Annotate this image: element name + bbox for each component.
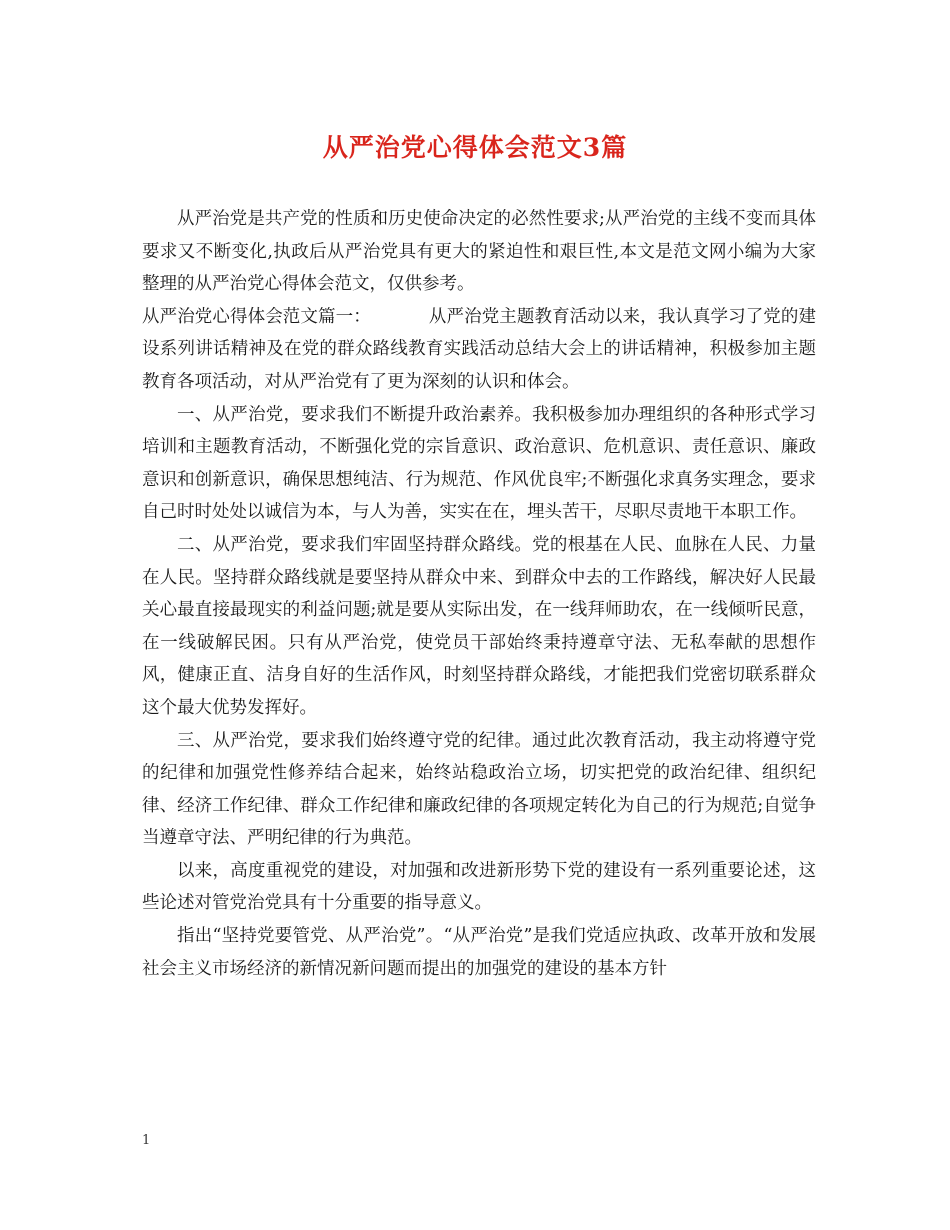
section-one-heading: 从严治党心得体会范文篇一： [142, 306, 371, 327]
document-body [142, 203, 816, 985]
paragraph-strict-governance: 指出“坚持党要管党、从严治党”。“从严治党”是我们党适应执政、改革开放和发展社会主义市场经济的新情况新问题而提出的加强党的建设的基本方针 [142, 926, 816, 979]
paragraph-party-building: 以来，高度重视党的建设，对加强和改进新形势下党的建设有一系列重要论述，这些论述对管党治党具有十分重要的指导意义。 [142, 860, 816, 914]
page-number: 1 [142, 1133, 151, 1148]
intro-paragraph: 从严治党是共产党的性质和历史使命决定的必然性要求;从严治党的主线不变而具体要求又不断变化,执政后从严治党具有更大的紧迫性和艰巨性,本文是范文网小编为大家整理的从严治党心得体会范文，仅供参考。 [142, 209, 816, 295]
section-one-paragraph [142, 301, 816, 399]
document-title: 从严治党心得体会范文3篇 [322, 133, 628, 162]
paragraph-mass-line: 二、从严治党，要求我们牢固坚持群众路线。党的根基在人民、血脉在人民、力量在人民。坚持群众路线就是要坚持从群众中来、到群众中去的工作路线，解决好人民最关心最直接最现实的利益问题;就是要从实际出发，在一线拜师助农，在一线倾听民意，在一线破解民困。只有从严治党，使党员干部始终秉持遵章守法、无私奉献的思想作风，健康正直、洁身自好的生活作风，时刻坚持群众路线，才能把我们党密切联系群众这个最大优势发挥好。 [142, 534, 816, 718]
paragraph-political-literacy: 一、从严治党，要求我们不断提升政治素养。我积极参加办理组织的各种形式学习培训和主题教育活动，不断强化党的宗旨意识、政治意识、危机意识、责任意识、廉政意识和创新意识，确保思想纯洁、行为规范、作风优良牢;不断强化求真务实理念，要求自己时时处处以诚信为本，与人为善，实实在在，埋头苦干，尽职尽责地干本职工作。 [142, 404, 816, 523]
paragraph-party-discipline: 三、从严治党，要求我们始终遵守党的纪律。通过此次教育活动，我主动将遵守党的纪律和加强党性修养结合起来，始终站稳政治立场，切实把党的政治纪律、组织纪律、经济工作纪律、群众工作纪律和廉政纪律的各项规定转化为自己的行为规范;自觉争当遵章守法、严明纪律的行为典范。 [142, 730, 816, 849]
section-one-first-text: 从严治党主题教育活动以来，我认真学习了党的建设系列讲话精神及在党的群众路线教育实践活动总结大会上的讲话精神，积极参加主题教育各项活动，对从严治党有了更为深刻的认识和体会。 [142, 306, 817, 392]
